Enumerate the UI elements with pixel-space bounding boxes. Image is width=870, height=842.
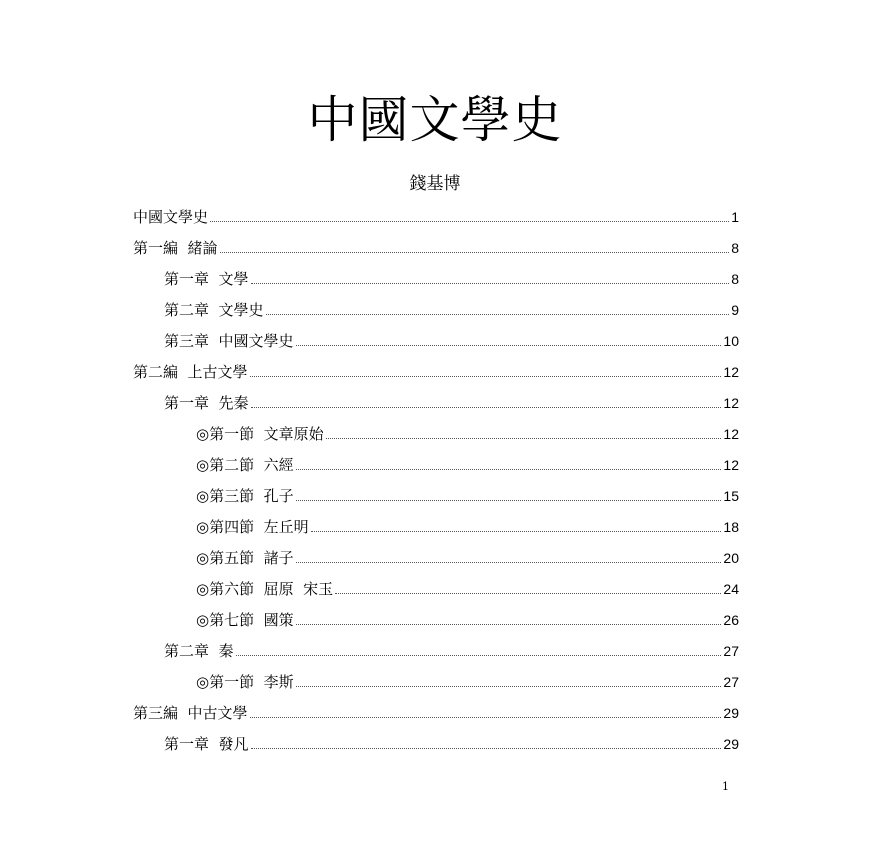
dot-leader [236,655,722,656]
toc-entry-title: 第一編 緒論 [133,238,218,257]
toc-entry[interactable] [133,635,739,666]
toc-entry[interactable] [133,325,739,356]
author-name: 錢基博 [409,174,461,194]
toc-entry-page: 26 [723,611,739,628]
toc-entry-title: 第三編 中古文學 [133,703,248,722]
toc-entry[interactable] [133,418,739,449]
page-number: 1 [722,780,729,793]
dot-leader [220,252,730,253]
dot-leader [251,748,722,749]
toc-entry-page: 24 [723,580,739,597]
toc-entry-page: 18 [723,518,739,535]
toc-entry-page: 9 [731,301,739,318]
toc-entry-title: 第一章 文學 [164,269,249,288]
toc-entry-page: 12 [723,425,739,442]
toc-entry[interactable] [133,511,739,542]
dot-leader [296,500,722,501]
toc-entry-title: ◎第一節 李斯 [196,672,294,691]
toc-entry-title: 第二章 文學史 [164,300,264,319]
dot-leader [326,438,722,439]
toc-entry-title: ◎第二節 六經 [196,455,294,474]
toc-entry[interactable] [133,573,739,604]
toc-entry-page: 8 [731,270,739,287]
toc-entry[interactable] [133,387,739,418]
toc-entry[interactable] [133,697,739,728]
toc-entry-page: 8 [731,239,739,256]
dot-leader [251,283,730,284]
toc-entry[interactable] [133,294,739,325]
toc-entry-title: 第二章 秦 [164,641,234,660]
toc-entry-title: ◎第五節 諸子 [196,548,294,567]
toc-entry-title: ◎第三節 孔子 [196,486,294,505]
table-of-contents [133,201,739,759]
dot-leader [296,686,722,687]
toc-entry-page: 15 [723,487,739,504]
dot-leader [296,562,722,563]
toc-entry[interactable] [133,728,739,759]
toc-entry[interactable] [133,480,739,511]
toc-entry-title: ◎第六節 屈原 宋玉 [196,579,334,598]
toc-entry-page: 29 [723,735,739,752]
toc-entry[interactable] [133,356,739,387]
toc-entry-page: 12 [723,363,739,380]
toc-entry-title: 中國文學史 [133,207,209,226]
toc-entry-page: 20 [723,549,739,566]
toc-entry-title: ◎第一節 文章原始 [196,424,324,443]
toc-entry-page: 12 [723,394,739,411]
dot-leader [250,717,722,718]
dot-leader [335,593,721,594]
dot-leader [210,221,729,222]
toc-entry-title: ◎第七節 國策 [196,610,294,629]
toc-entry[interactable] [133,263,739,294]
toc-entry-title: 第三章 中國文學史 [164,331,294,350]
toc-entry[interactable] [133,542,739,573]
toc-entry-title: ◎第四節 左丘明 [196,517,309,536]
dot-leader [311,531,722,532]
dot-leader [296,624,722,625]
dot-leader [251,407,722,408]
toc-entry[interactable] [133,201,739,232]
toc-entry[interactable] [133,449,739,480]
page-title: 中國文學史 [307,91,563,149]
toc-entry-page: 27 [723,642,739,659]
toc-entry-title: 第一章 先秦 [164,393,249,412]
toc-entry-page: 27 [723,673,739,690]
toc-entry-title: 第二編 上古文學 [133,362,248,381]
toc-entry[interactable] [133,666,739,697]
toc-entry-page: 29 [723,704,739,721]
dot-leader [296,345,722,346]
toc-entry-page: 1 [731,208,739,225]
toc-entry[interactable] [133,604,739,635]
toc-entry-title: 第一章 發凡 [164,734,249,753]
dot-leader [266,314,730,315]
toc-entry-page: 10 [723,332,739,349]
toc-entry[interactable] [133,232,739,263]
dot-leader [296,469,722,470]
dot-leader [250,376,722,377]
toc-entry-page: 12 [723,456,739,473]
